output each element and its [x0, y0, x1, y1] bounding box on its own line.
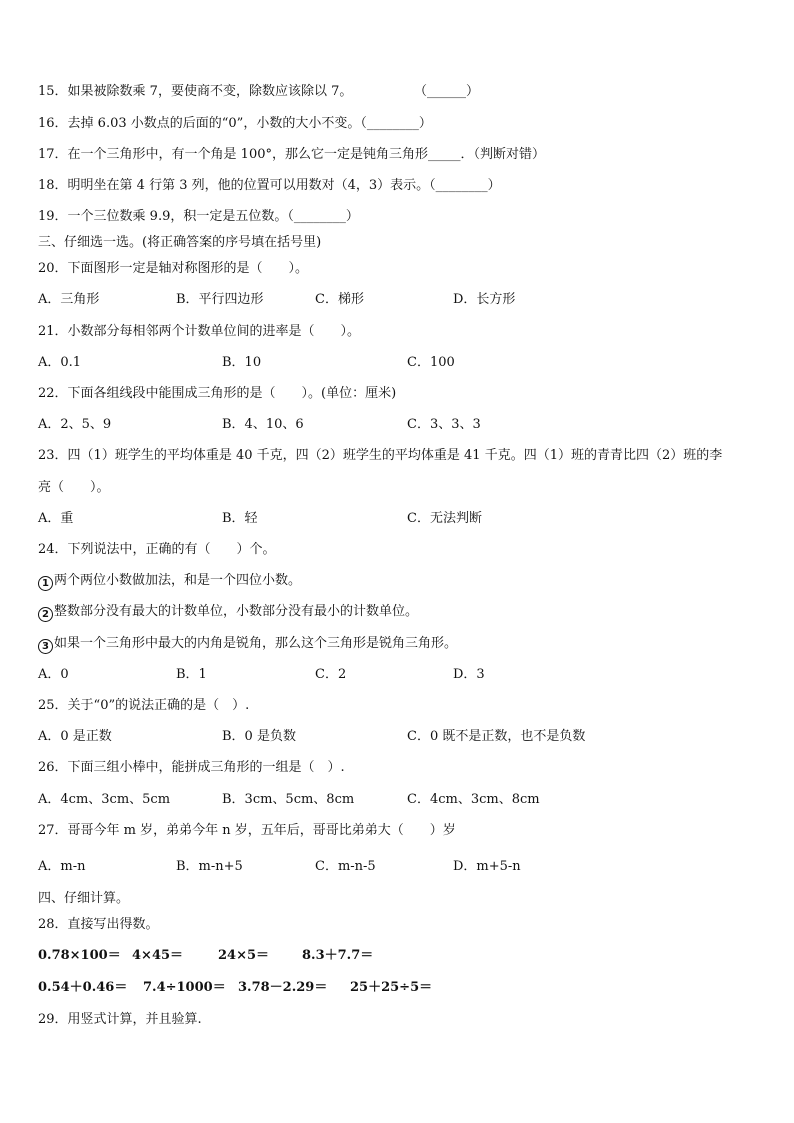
question-24-option-d: D．3: [453, 667, 485, 682]
question-29: 29．用竖式计算，并且验算.: [38, 1012, 202, 1027]
question-21-option-a: A．0.1: [38, 355, 82, 370]
question-24-option-b: B．1: [176, 667, 207, 682]
question-21-option-b: B．10: [222, 355, 262, 370]
question-15: [38, 84, 352, 100]
question-23-option-c: C．无法判断: [407, 511, 482, 526]
statement-1-text: 两个两位小数做加法，和是一个四位小数。: [54, 573, 302, 588]
calc-row-2-item-1: 0.54＋0.46＝: [38, 980, 128, 995]
statement-2-text: 整数部分没有最大的计数单位，小数部分没有最小的计数单位。: [54, 604, 419, 619]
question-21: 21．小数部分每相邻两个计数单位间的进率是（ ）。: [38, 324, 361, 339]
question-26-option-c: C．4cm、3cm、8cm: [407, 792, 540, 807]
question-15-blank: （______）: [414, 84, 480, 99]
question-26-option-a: A．4cm、3cm、5cm: [38, 792, 171, 807]
question-23-line-1: 23．四（1）班学生的平均体重是 40 千克，四（2）班学生的平均体重是 41 千克。四（1）班的青青比四（2）班的李: [38, 448, 723, 463]
question-24-statement-3: [38, 636, 457, 654]
circled-number-3: 3: [38, 639, 53, 654]
question-25: 25．关于“0”的说法正确的是（ ）.: [38, 698, 250, 713]
question-20-option-d: D．长方形: [453, 292, 516, 307]
question-20: 20．下面图形一定是轴对称图形的是（ ）。: [38, 261, 309, 276]
question-27-option-b: B．m-n+5: [176, 859, 243, 874]
calc-row-1-item-4: 8.3＋7.7＝: [302, 948, 374, 963]
question-20-option-b: B．平行四边形: [176, 292, 264, 307]
question-24-option-c: C．2: [315, 667, 347, 682]
question-23-line-2: 亮（ ）。: [38, 480, 110, 495]
question-24-statement-2: [38, 604, 418, 622]
question-26-option-b: B．3cm、5cm、8cm: [222, 792, 355, 807]
calc-row-2-item-2: 7.4÷1000＝: [143, 980, 226, 995]
calc-row-1-item-3: 24×5＝: [218, 948, 270, 963]
question-20-option-a: A．三角形: [38, 292, 100, 307]
calc-row-2-item-3: 3.78－2.29＝: [238, 980, 328, 995]
question-27-option-d: D．m+5-n: [453, 859, 521, 874]
question-21-option-c: C．100: [407, 355, 455, 370]
section-3-heading: 三、仔细选一选。(将正确答案的序号填在括号里): [38, 235, 322, 250]
question-18: 18．明明坐在第 4 行第 3 列，他的位置可以用数对（4，3）表示。（________）: [38, 178, 501, 193]
circled-number-1: 1: [38, 576, 53, 591]
calc-row-1-item-1: 0.78×100＝: [38, 948, 121, 963]
question-25-option-b: B．0 是负数: [222, 729, 296, 744]
calc-row-1-item-2: 4×45＝: [132, 948, 184, 963]
question-27-option-a: A．m-n: [38, 859, 86, 874]
question-27: 27．哥哥今年 m 岁，弟弟今年 n 岁，五年后，哥哥比弟弟大（ ）岁: [38, 823, 456, 838]
question-22-option-b: B．4、10、6: [222, 417, 304, 432]
statement-3-text: 如果一个三角形中最大的内角是锐角，那么这个三角形是锐角三角形。: [54, 636, 458, 651]
question-26: 26．下面三组小棒中，能拼成三角形的一组是（ ）.: [38, 760, 345, 775]
question-24: 24．下列说法中，正确的有（ ）个。: [38, 542, 276, 557]
question-24-option-a: A．0: [38, 667, 69, 682]
question-25-option-c: C．0 既不是正数，也不是负数: [407, 729, 586, 744]
question-22-option-a: A．2、5、9: [38, 417, 112, 432]
question-27-option-c: C．m-n-5: [315, 859, 376, 874]
question-19: 19．一个三位数乘 9.9，积一定是五位数。（________）: [38, 209, 359, 224]
question-20-option-c: C．梯形: [315, 292, 364, 307]
calc-row-2-item-4: 25＋25÷5＝: [350, 980, 433, 995]
question-24-statement-1: [38, 573, 301, 591]
question-22: 22．下面各组线段中能围成三角形的是（ ）。(单位：厘米): [38, 386, 397, 401]
question-15-text: 15．如果被除数乘 7，要使商不变，除数应该除以 7。: [38, 84, 353, 99]
question-28: 28．直接写出得数。: [38, 917, 159, 932]
question-16: 16．去掉 6.03 小数点的后面的“0”，小数的大小不变。（________）: [38, 116, 432, 131]
question-23-option-a: A．重: [38, 511, 74, 526]
question-22-option-c: C．3、3、3: [407, 417, 481, 432]
section-4-heading: 四、仔细计算。: [38, 891, 130, 906]
question-23-option-b: B．轻: [222, 511, 258, 526]
circled-number-2: 2: [38, 607, 53, 622]
question-25-option-a: A．0 是正数: [38, 729, 112, 744]
question-17: 17．在一个三角形中，有一个角是 100°，那么它一定是钝角三角形_____．（判断对错）: [38, 147, 545, 162]
